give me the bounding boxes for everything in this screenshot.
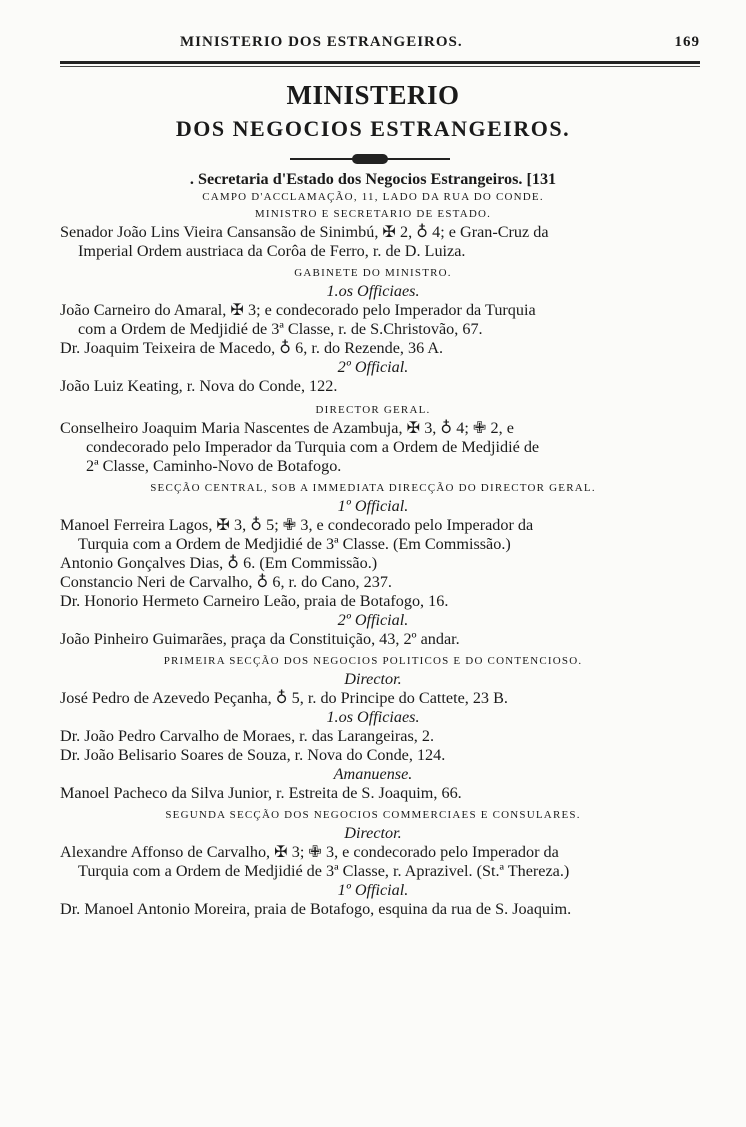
section-heading: GABINETE DO MINISTRO. [294, 267, 452, 279]
section-title: . Secretaria d'Estado dos Negocios Estrangeiros. [131 [189, 170, 557, 188]
rank-heading: 2º Official. [337, 358, 409, 376]
ornament-knot [352, 154, 388, 164]
main-heading: MINISTERIO [286, 80, 460, 110]
entry-line: Turquia com a Ordem de Medjidié de 3ª Classe. (Em Commissão.) [78, 535, 511, 553]
rank-heading: Director. [344, 670, 402, 688]
entry-line: Alexandre Affonso de Carvalho, ✠ 3; ✙ 3, e condecorado pelo Imperador da [60, 843, 559, 861]
entry-line: Conselheiro Joaquim Maria Nascentes de Azambuja, ✠ 3, ♁ 4; ✙ 2, e [60, 419, 514, 437]
entry-line: Turquia com a Ordem de Medjidié de 3ª Classe, r. Aprazivel. (St.ª Thereza.) [78, 862, 570, 880]
entry-line: José Pedro de Azevedo Peçanha, ♁ 5, r. do Principe do Cattete, 23 B. [60, 689, 508, 707]
section-heading: PRIMEIRA SECÇÃO DOS NEGOCIOS POLITICOS E DO CONTENCIOSO. [163, 655, 583, 667]
entry-line: condecorado pelo Imperador da Turquia com a Ordem de Medjidié de [86, 438, 540, 456]
entry-line: João Pinheiro Guimarães, praça da Constituição, 43, 2º andar. [60, 630, 460, 648]
running-header [60, 34, 700, 54]
text-body [0, 170, 746, 919]
entry-line: Antonio Gonçalves Dias, ♁ 6. (Em Commissão.) [60, 554, 378, 572]
section-heading: SEGUNDA SECÇÃO DOS NEGOCIOS COMMERCIAES E CONSULARES. [165, 809, 581, 821]
entry-line: Constancio Neri de Carvalho, ♁ 6, r. do Cano, 237. [60, 573, 392, 591]
entry-line: Dr. João Pedro Carvalho de Moraes, r. das Larangeiras, 2. [60, 727, 435, 745]
rank-heading: Amanuense. [333, 765, 413, 783]
entry-line: Senador João Lins Vieira Cansansão de Sinimbú, ✠ 2, ♁ 4; e Gran-Cruz da [60, 223, 549, 241]
rank-heading: 1.os Officiaes. [326, 708, 420, 726]
section-heading: SECÇÃO CENTRAL, SOB A IMMEDIATA DIRECÇÃO DO DIRECTOR GERAL. [150, 482, 596, 494]
section-heading: DIRECTOR GERAL. [315, 404, 431, 416]
section-heading: MINISTRO E SECRETARIO DE ESTADO. [254, 208, 492, 220]
page-number: 169 [674, 34, 700, 50]
rank-heading: 2º Official. [337, 611, 409, 629]
entry-line: Dr. Manoel Antonio Moreira, praia de Botafogo, esquina da rua de S. Joaquim. [60, 900, 572, 918]
entry-line: Dr. Joaquim Teixeira de Macedo, ♁ 6, r. do Rezende, 36 A. [60, 339, 444, 357]
header-rule-thick [60, 61, 700, 64]
rank-heading: 1º Official. [337, 497, 409, 515]
entry-line: Dr. Honorio Hermeto Carneiro Leão, praia de Botafogo, 16. [60, 592, 449, 610]
rank-heading: 1.os Officiaes. [326, 282, 420, 300]
address-line: CAMPO D'ACCLAMAÇÃO, 11, LADO DA RUA DO CONDE. [202, 191, 544, 203]
entry-line: Dr. João Belisario Soares de Souza, r. Nova do Conde, 124. [60, 746, 446, 764]
rank-heading: Director. [344, 824, 402, 842]
entry-line: Manoel Ferreira Lagos, ✠ 3, ♁ 5; ✙ 3, e condecorado pelo Imperador da [60, 516, 534, 534]
sub-heading: DOS NEGOCIOS ESTRANGEIROS. [175, 116, 571, 141]
entry-line: João Luiz Keating, r. Nova do Conde, 122. [60, 377, 338, 395]
header-rule-thin [60, 66, 700, 67]
running-title: MINISTERIO DOS ESTRANGEIROS. [180, 34, 463, 50]
entry-line: 2ª Classe, Caminho-Novo de Botafogo. [86, 457, 342, 475]
entry-line: com a Ordem de Medjidié de 3ª Classe, r. de S.Christovão, 67. [78, 320, 483, 338]
entry-line: Imperial Ordem austriaca da Corôa de Ferro, r. de D. Luiza. [78, 242, 466, 260]
entry-line: João Carneiro do Amaral, ✠ 3; e condecorado pelo Imperador da Turquia [60, 301, 536, 319]
rank-heading: 1º Official. [337, 881, 409, 899]
ornamental-divider [290, 154, 450, 164]
entry-line: Manoel Pacheco da Silva Junior, r. Estreita de S. Joaquim, 66. [60, 784, 462, 802]
